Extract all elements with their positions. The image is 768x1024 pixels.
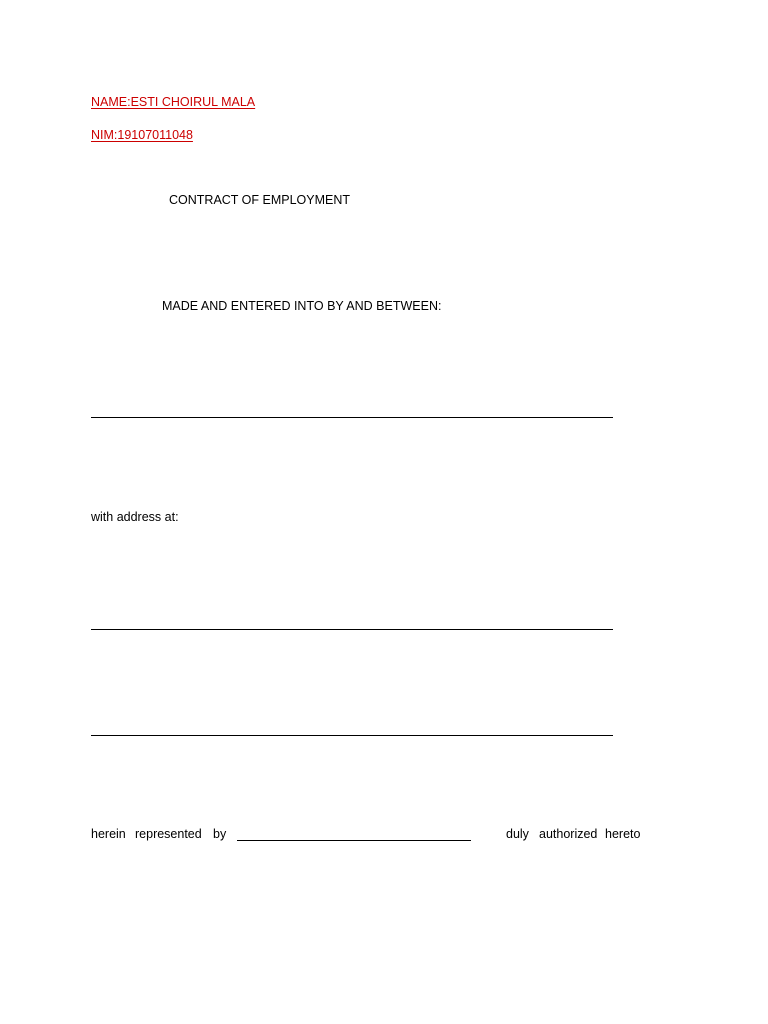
represented-by-row [91,826,651,842]
represented-word-authorized: authorized [539,827,598,841]
represented-word-hereto: hereto [605,827,641,841]
document-title: CONTRACT OF EMPLOYMENT [169,193,351,207]
represented-word-represented: represented [135,827,202,841]
represented-word-by: by [213,827,227,841]
contract-intro: MADE AND ENTERED INTO BY AND BETWEEN: [162,299,442,313]
student-nim-line: NIM:19107011048 [91,128,193,142]
address-label: with address at: [91,510,179,524]
represented-word-duly: duly [506,827,529,841]
party-name-blank-line [91,417,613,418]
address-blank-line-1 [91,629,613,630]
representative-name-blank-line [237,840,471,841]
represented-word-herein: herein [91,827,126,841]
student-name-line: NAME:ESTI CHOIRUL MALA [91,95,256,109]
address-blank-line-2 [91,735,613,736]
